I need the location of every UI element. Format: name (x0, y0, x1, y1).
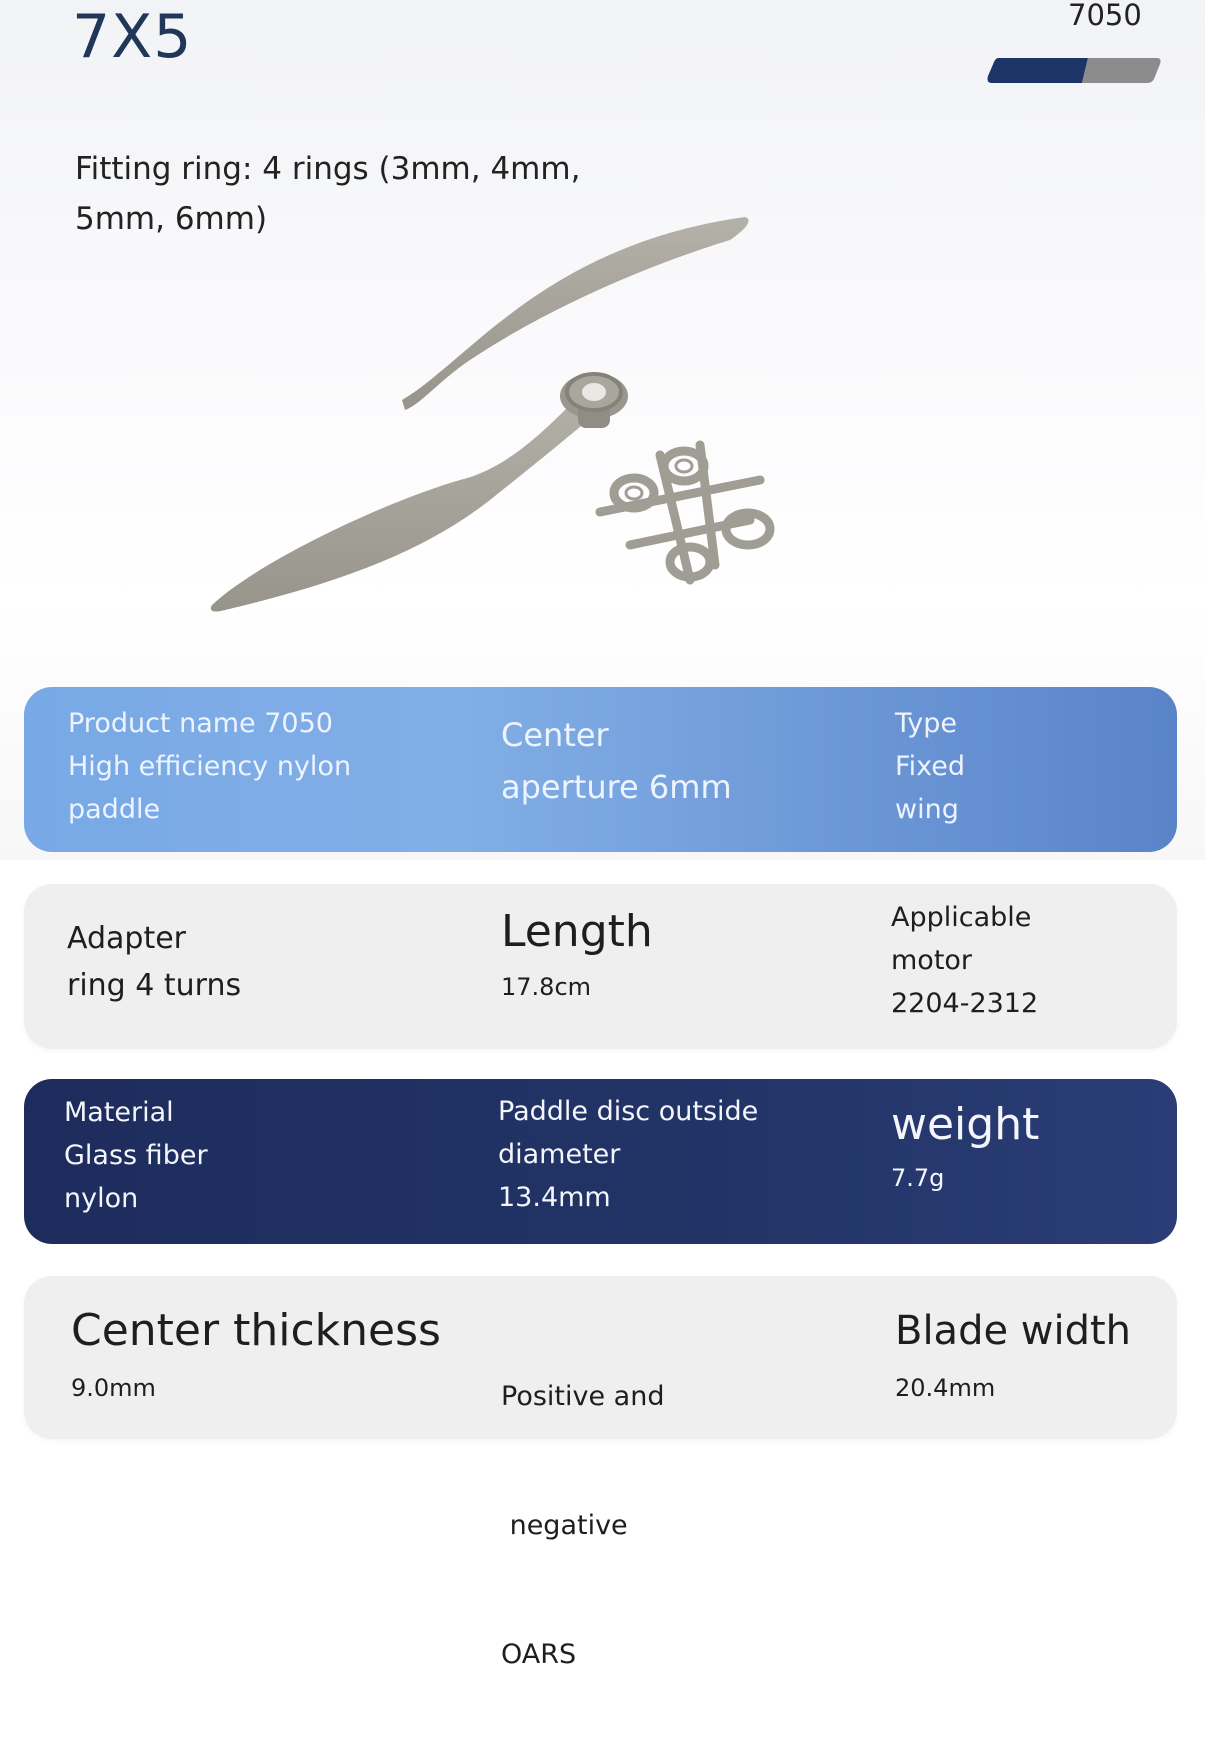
spec-material-line: Glass fiber (64, 1140, 208, 1171)
spec-length-value: 17.8cm (501, 973, 592, 1001)
spec-length-label: Length (501, 906, 653, 957)
spec-aperture-line: Center (501, 716, 609, 754)
spec-direction-line: Positive and (501, 1381, 665, 1412)
spec-direction-line: OARS (501, 1639, 577, 1670)
fitting-note-line-1: Fitting ring: 4 rings (3mm, 4mm, (75, 151, 581, 187)
spec-length (501, 904, 653, 1004)
spec-product-name (68, 702, 351, 831)
spec-rotation-direction (501, 1289, 664, 1762)
spec-type-line: Type (895, 708, 958, 739)
spec-card-blade (24, 1276, 1177, 1670)
spec-diameter-line: Paddle disc outside (498, 1096, 759, 1127)
spec-card-dimensions (24, 884, 1177, 1049)
spec-center-thickness (71, 1303, 441, 1405)
propeller-icon (211, 217, 749, 612)
spec-weight (891, 1097, 1039, 1195)
spec-adapter-line: ring 4 turns (67, 968, 242, 1003)
spec-diameter-line: diameter (498, 1139, 621, 1170)
series-bar-light-segment (1082, 58, 1161, 83)
spec-card-product (24, 687, 1177, 852)
series-color-bar (986, 58, 1161, 83)
spec-aperture-line: aperture 6mm (501, 768, 732, 806)
spec-center-aperture (501, 709, 732, 813)
spec-motor-line: 2204-2312 (891, 988, 1039, 1019)
model-title: 7X5 (72, 2, 193, 72)
propeller-product-image (190, 200, 810, 620)
series-label: 7050 (1068, 0, 1142, 32)
spec-weight-label: weight (891, 1099, 1040, 1150)
spec-type (895, 702, 965, 831)
spec-weight-value: 7.7g (891, 1164, 945, 1192)
spec-blade-label: Blade width (895, 1308, 1132, 1354)
spec-product-name-line: High efficiency nylon (68, 751, 352, 782)
spec-type-line: Fixed (895, 751, 965, 782)
spec-thickness-value: 9.0mm (71, 1374, 156, 1402)
spec-thickness-label: Center thickness (71, 1305, 441, 1356)
spec-diameter-line: 13.4mm (498, 1182, 611, 1213)
spec-blade-width (895, 1303, 1131, 1405)
spec-applicable-motor (891, 896, 1038, 1025)
spec-material-line: nylon (64, 1183, 139, 1214)
spec-disc-diameter (498, 1090, 758, 1219)
spec-card-material (24, 1079, 1177, 1244)
adapter-rings-icon (600, 445, 770, 580)
series-bar-dark-segment (988, 58, 1089, 83)
spec-material-line: Material (64, 1097, 174, 1128)
spec-direction-line: negative (501, 1510, 628, 1541)
spec-blade-value: 20.4mm (895, 1374, 996, 1402)
spec-adapter-ring (67, 915, 241, 1009)
spec-motor-line: Applicable (891, 902, 1032, 933)
spec-type-line: wing (895, 794, 959, 825)
spec-material (64, 1091, 208, 1220)
fitting-note-line-2: 5mm, 6mm) (75, 201, 268, 237)
spec-motor-line: motor (891, 945, 973, 976)
spec-adapter-line: Adapter (67, 921, 187, 956)
spec-product-name-line: Product name 7050 (68, 708, 333, 739)
spec-product-name-line: paddle (68, 794, 161, 825)
